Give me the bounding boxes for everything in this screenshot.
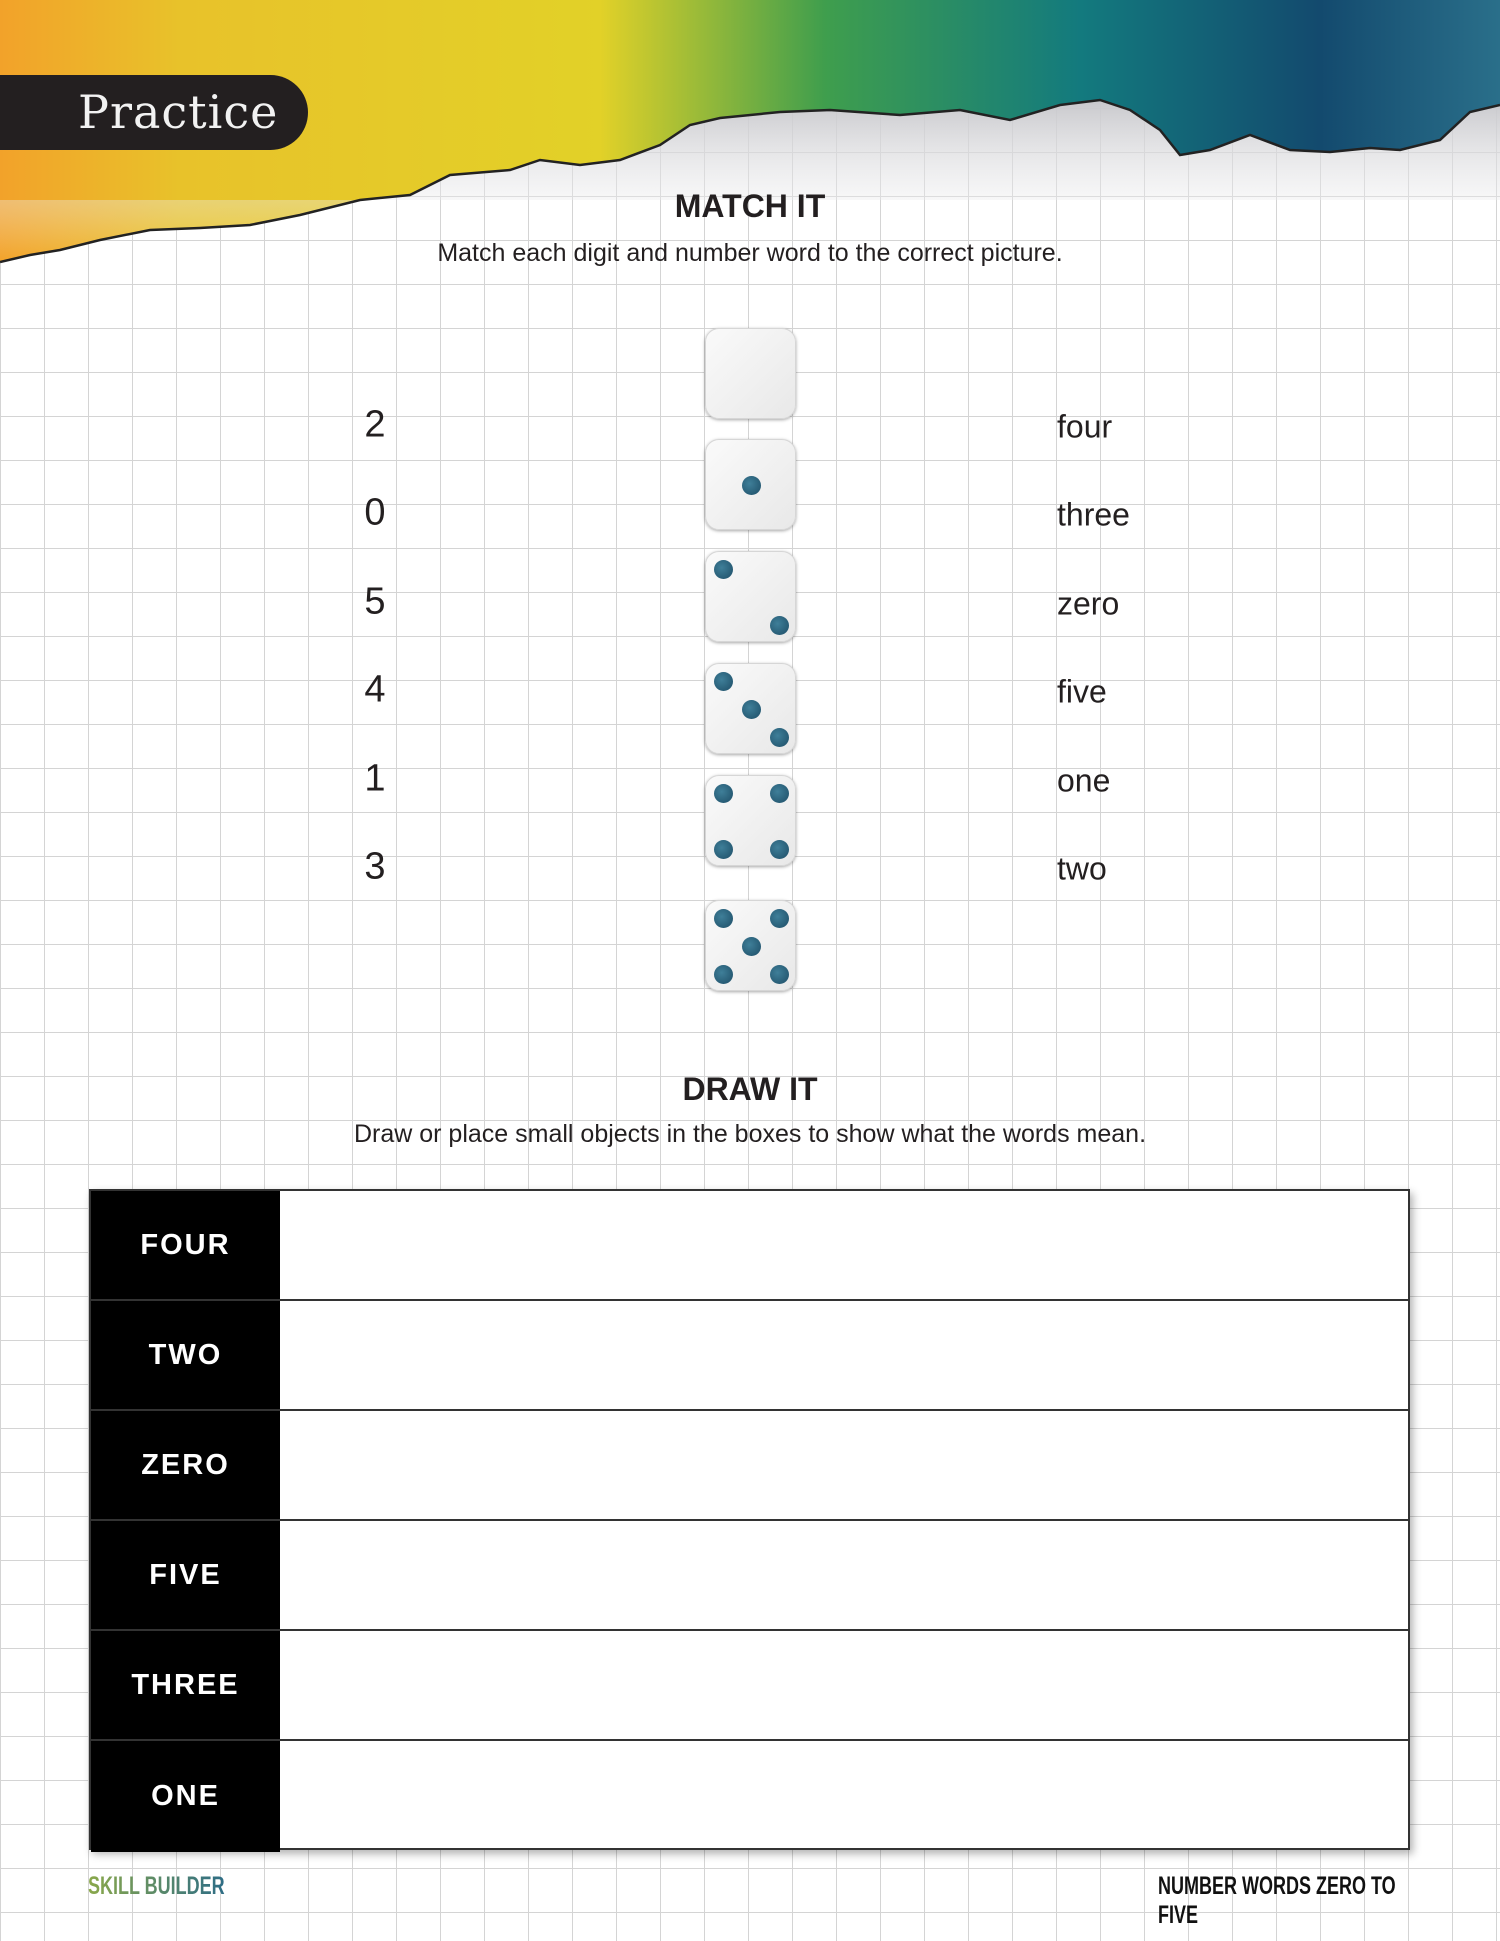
row-label: FOUR bbox=[91, 1191, 280, 1299]
digit-item: 5 bbox=[364, 580, 386, 623]
die-2 bbox=[705, 551, 796, 642]
digit-item: 0 bbox=[364, 491, 386, 534]
draw-it-title: DRAW IT bbox=[682, 1071, 818, 1107]
row-label: ZERO bbox=[91, 1411, 280, 1519]
draw-row bbox=[91, 1741, 1408, 1851]
draw-box[interactable] bbox=[280, 1191, 1408, 1299]
die-pip bbox=[714, 672, 733, 691]
die-pip bbox=[714, 965, 733, 984]
die-pip bbox=[770, 728, 789, 747]
die-pip bbox=[714, 840, 733, 859]
draw-table bbox=[89, 1189, 1410, 1850]
footer-series-label: SKILL BUILDER bbox=[88, 1872, 225, 1900]
number-word-item: three bbox=[1057, 496, 1130, 533]
footer-topic-label: NUMBER WORDS ZERO TO FIVE bbox=[1158, 1872, 1396, 1929]
draw-box[interactable] bbox=[280, 1741, 1408, 1851]
draw-box[interactable] bbox=[280, 1411, 1408, 1519]
die-pip bbox=[742, 937, 761, 956]
draw-row bbox=[91, 1411, 1408, 1521]
die-pip bbox=[714, 909, 733, 928]
draw-it-instructions: Draw or place small objects in the boxes to show what the words mean. bbox=[353, 1120, 1147, 1148]
die-pip bbox=[770, 909, 789, 928]
draw-box[interactable] bbox=[280, 1521, 1408, 1629]
digit-item: 3 bbox=[364, 845, 386, 888]
die-pip bbox=[770, 616, 789, 635]
number-word-item: four bbox=[1057, 408, 1113, 445]
number-word-item: one bbox=[1057, 762, 1111, 799]
die-5 bbox=[705, 900, 796, 991]
die-pip bbox=[714, 784, 733, 803]
die-pip bbox=[770, 784, 789, 803]
digit-item: 2 bbox=[364, 403, 386, 446]
die-4 bbox=[705, 775, 796, 866]
die-pip bbox=[714, 560, 733, 579]
number-word-item: two bbox=[1057, 850, 1107, 887]
draw-box[interactable] bbox=[280, 1301, 1408, 1409]
match-it-instructions: Match each digit and number word to the correct picture. bbox=[437, 239, 1063, 267]
draw-row bbox=[91, 1191, 1408, 1301]
row-label: TWO bbox=[91, 1301, 280, 1409]
die-pip bbox=[770, 965, 789, 984]
row-label: ONE bbox=[91, 1741, 280, 1851]
die-1 bbox=[705, 439, 796, 530]
digit-item: 1 bbox=[364, 757, 386, 800]
draw-row bbox=[91, 1521, 1408, 1631]
draw-row bbox=[91, 1301, 1408, 1411]
digit-item: 4 bbox=[364, 668, 386, 711]
die-0 bbox=[705, 328, 796, 419]
die-pip bbox=[770, 840, 789, 859]
die-pip bbox=[742, 476, 761, 495]
row-label: FIVE bbox=[91, 1521, 280, 1629]
number-word-item: five bbox=[1057, 673, 1107, 710]
match-it-title: MATCH IT bbox=[674, 188, 826, 224]
draw-row bbox=[91, 1631, 1408, 1741]
practice-badge: Practice bbox=[0, 75, 308, 150]
row-label: THREE bbox=[91, 1631, 280, 1739]
die-3 bbox=[705, 663, 796, 754]
die-pip bbox=[742, 700, 761, 719]
number-word-item: zero bbox=[1057, 585, 1120, 622]
draw-box[interactable] bbox=[280, 1631, 1408, 1739]
